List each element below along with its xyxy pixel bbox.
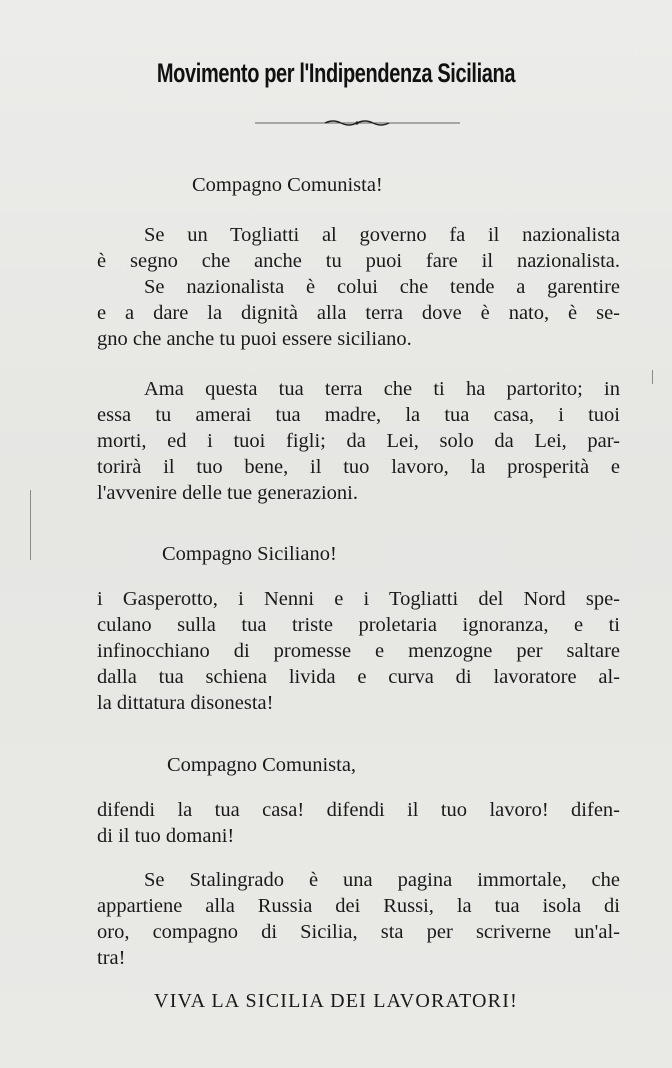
paragraph-line: la dittatura disonesta! [97,692,274,714]
paragraph-line: torirà il tuo bene, il tuo lavoro, la prosperità e [97,456,620,478]
paragraph-line: tra! [97,947,126,969]
paragraph-line: Se Stalingrado è una pagina immortale, che [144,869,620,891]
paragraph-line: appartiene alla Russia dei Russi, la tua isola di [97,895,620,917]
paragraph-line: gno che anche tu puoi essere siciliano. [97,328,412,350]
paragraph-line: essa tu amerai tua madre, la tua casa, i tuoi [97,404,620,426]
greeting-comunista-1: Compagno Comunista! [192,174,383,196]
paragraph-line: Ama questa tua terra che ti ha partorito; in [144,378,620,400]
paragraph-line: Se un Togliatti al governo fa il nazionalista [144,224,620,246]
paragraph-line: e a dare la dignità alla terra dove è nato, è se- [97,302,620,324]
paragraph-line: difendi la tua casa! difendi il tuo lavoro! difen- [97,799,620,821]
greeting-comunista-2: Compagno Comunista, [167,754,357,776]
paragraph-line: Se nazionalista è colui che tende a garentire [144,276,620,298]
paragraph-line: infinocchiano di promesse e menzogne per saltare [97,640,620,662]
print-mark [652,370,653,384]
paragraph-line: oro, compagno di Sicilia, sta per scriverne un'al- [97,921,620,943]
closing-slogan: VIVA LA SICILIA DEI LAVORATORI! [154,990,518,1012]
decorative-rule [255,118,460,128]
paragraph-line: è segno che anche tu puoi fare il nazionalista. [97,250,620,272]
greeting-siciliano: Compagno Siciliano! [162,543,337,565]
paragraph-line: l'avvenire delle tue generazioni. [97,482,358,504]
paragraph-line: morti, ed i tuoi figli; da Lei, solo da Lei, par- [97,430,620,452]
leaflet-title: Movimento per l'Indipendenza Siciliana [156,58,516,88]
paragraph-line: di il tuo domani! [97,825,235,847]
print-mark [30,490,31,560]
paragraph-line: i Gasperotto, i Nenni e i Togliatti del Nord spe- [97,588,620,610]
paragraph-line: culano sulla tua triste proletaria ignoranza, e ti [97,614,620,636]
paragraph-line: dalla tua schiena livida e curva di lavoratore al- [97,666,620,688]
